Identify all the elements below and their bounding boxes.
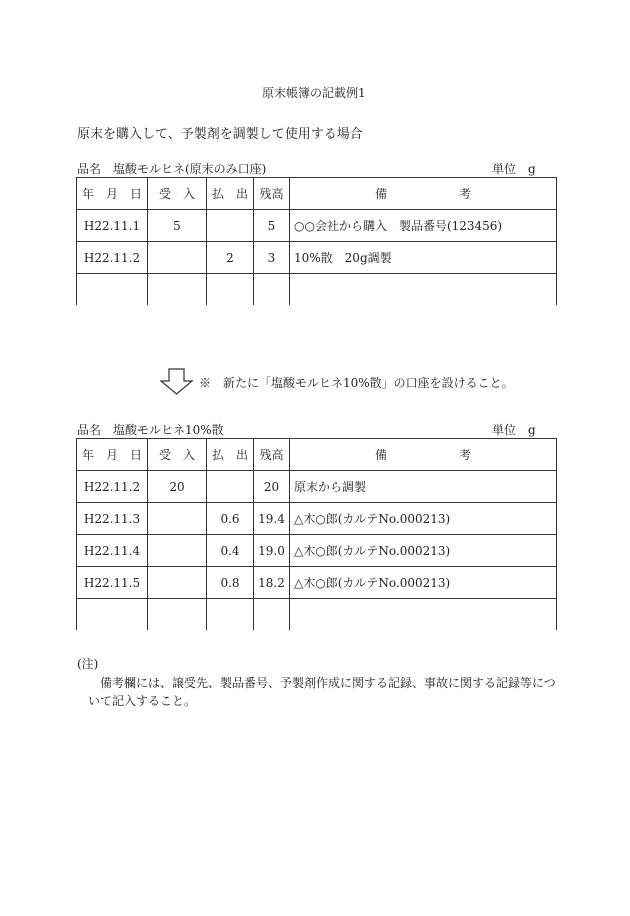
- cell-out: 0.6: [207, 503, 254, 535]
- cell-date: H22.11.4: [77, 535, 148, 567]
- ledger1-unit-label: 単位 g: [492, 162, 536, 176]
- cell-balance: 19.0: [254, 535, 290, 567]
- table-row-empty: [77, 274, 557, 306]
- header-remarks: 備 考: [290, 439, 557, 471]
- cell-remarks: △木○郎(カルテNo.000213): [290, 567, 557, 599]
- cell-remarks: △木○郎(カルテNo.000213): [290, 535, 557, 567]
- table-header-row: [77, 439, 557, 471]
- cell-date: H22.11.3: [77, 503, 148, 535]
- cell-in: [148, 535, 207, 567]
- table-row-empty: [77, 599, 557, 631]
- header-balance: 残高: [254, 178, 290, 210]
- header-in: 受 入: [148, 439, 207, 471]
- cell-date: H22.11.5: [77, 567, 148, 599]
- header-in: 受 入: [148, 178, 207, 210]
- arrow-note: ※ 新たに「塩酸モルヒネ10%散」の口座を設けること。: [199, 376, 514, 390]
- cell-date: H22.11.2: [77, 242, 148, 274]
- note-text-line1: 備考欄には、譲受先、製品番号、予製剤作成に関する記録、事故に関する記録等につ: [100, 676, 556, 690]
- ledger1-product-label: 品名 塩酸モルヒネ(原末のみ口座): [77, 162, 267, 176]
- empty-cell: [290, 274, 557, 306]
- table-row: [77, 242, 557, 274]
- table-header-row: [77, 178, 557, 210]
- table-row: [77, 535, 557, 567]
- header-remarks: 備 考: [290, 178, 557, 210]
- cell-in: [148, 242, 207, 274]
- cell-balance: 3: [254, 242, 290, 274]
- cell-out: 2: [207, 242, 254, 274]
- cell-in: 20: [148, 471, 207, 503]
- cell-out: 0.4: [207, 535, 254, 567]
- cell-balance: 20: [254, 471, 290, 503]
- cell-balance: 19.4: [254, 503, 290, 535]
- empty-cell: [254, 274, 290, 306]
- table-row: [77, 503, 557, 535]
- empty-cell: [207, 599, 254, 631]
- empty-cell: [77, 599, 148, 631]
- empty-cell: [148, 599, 207, 631]
- cell-out: [207, 210, 254, 242]
- note-text-line2: いて記入すること。: [88, 694, 197, 708]
- cell-date: H22.11.2: [77, 471, 148, 503]
- cell-remarks: 原末から調製: [290, 471, 557, 503]
- cell-remarks: △木○郎(カルテNo.000213): [290, 503, 557, 535]
- empty-cell: [254, 599, 290, 631]
- table-row: [77, 471, 557, 503]
- ledger1-table: [76, 177, 557, 305]
- cell-remarks: 10%散 20g調製: [290, 242, 557, 274]
- header-date: 年 月 日: [77, 178, 148, 210]
- cell-out: 0.8: [207, 567, 254, 599]
- note-heading: (注): [77, 657, 99, 671]
- document-title: 原末帳簿の記載例1: [262, 86, 366, 100]
- down-arrow-icon: [160, 368, 194, 396]
- cell-in: [148, 503, 207, 535]
- header-out: 払 出: [207, 178, 254, 210]
- empty-cell: [207, 274, 254, 306]
- cell-out: [207, 471, 254, 503]
- header-date: 年 月 日: [77, 439, 148, 471]
- empty-cell: [148, 274, 207, 306]
- cell-balance: 18.2: [254, 567, 290, 599]
- header-out: 払 出: [207, 439, 254, 471]
- cell-in: 5: [148, 210, 207, 242]
- empty-cell: [77, 274, 148, 306]
- document-subtitle: 原末を購入して、予製剤を調製して使用する場合: [77, 127, 363, 142]
- cell-balance: 5: [254, 210, 290, 242]
- empty-cell: [290, 599, 557, 631]
- ledger2-unit-label: 単位 g: [492, 423, 536, 437]
- cell-date: H22.11.1: [77, 210, 148, 242]
- cell-remarks: ○○会社から購入 製品番号(123456): [290, 210, 557, 242]
- table-row: [77, 567, 557, 599]
- ledger2-table: [76, 438, 557, 630]
- cell-in: [148, 567, 207, 599]
- table-row: [77, 210, 557, 242]
- ledger2-product-label: 品名 塩酸モルヒネ10%散: [77, 423, 224, 437]
- header-balance: 残高: [254, 439, 290, 471]
